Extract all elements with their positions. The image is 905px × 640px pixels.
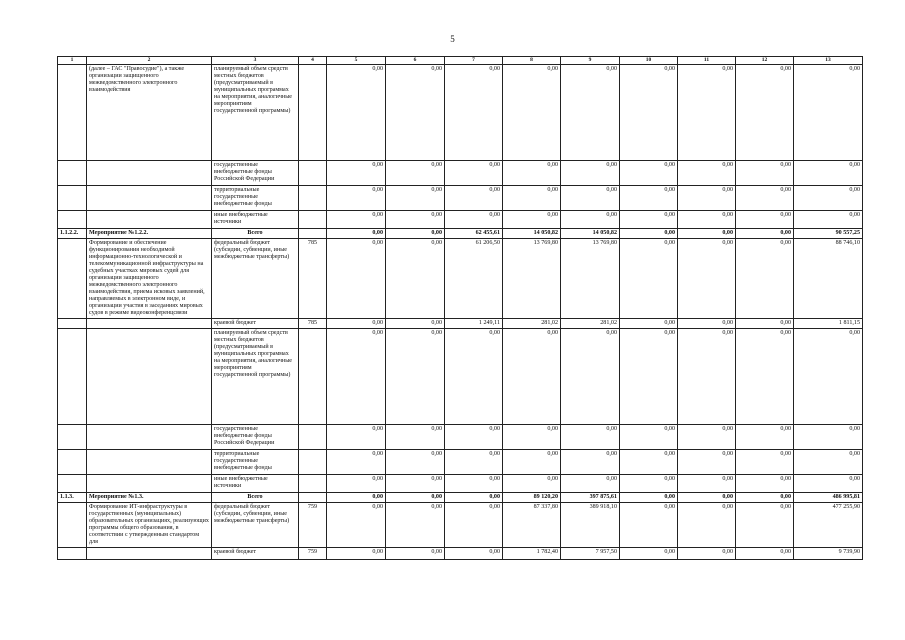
amount-cell: 90 557,25 (794, 229, 863, 239)
amount-cell: 0,00 (327, 319, 386, 329)
amount-cell: 0,00 (620, 425, 678, 450)
agency-code-cell (299, 450, 327, 475)
header-row (58, 57, 863, 65)
amount-cell: 0,00 (736, 229, 794, 239)
item-description-cell: Формирование ИТ-инфраструктуры в государственных (муниципальных) образовательных организациях, реализующих программы общего образования, в соответствии с утвержденным стандартом для (87, 503, 212, 548)
amount-cell: 1 782,40 (503, 548, 561, 560)
amount-cell: 0,00 (620, 211, 678, 229)
amount-cell: 0,00 (794, 329, 863, 425)
amount-cell: 13 769,80 (561, 239, 620, 319)
amount-cell: 1 249,11 (445, 319, 503, 329)
funding-source-cell: государственные внебюджетные фонды Российской Федерации (212, 425, 299, 450)
budget-table (57, 56, 863, 560)
amount-cell: 87 337,80 (503, 503, 561, 548)
amount-cell: 0,00 (327, 493, 386, 503)
column-header: 13 (794, 57, 863, 65)
amount-cell: 0,00 (327, 229, 386, 239)
table-row (58, 239, 863, 319)
amount-cell: 0,00 (678, 503, 736, 548)
amount-cell: 0,00 (620, 329, 678, 425)
amount-cell: 0,00 (386, 329, 445, 425)
item-number-cell (58, 186, 87, 211)
column-header: 7 (445, 57, 503, 65)
amount-cell: 0,00 (503, 65, 561, 161)
amount-cell: 0,00 (736, 493, 794, 503)
amount-cell: 0,00 (386, 425, 445, 450)
agency-code-cell (299, 475, 327, 493)
amount-cell: 0,00 (678, 65, 736, 161)
amount-cell: 0,00 (327, 239, 386, 319)
table-body (58, 65, 863, 560)
item-number-cell (58, 425, 87, 450)
column-header: 6 (386, 57, 445, 65)
item-description-cell: Формирование и обеспечение функционирования необходимой информационно-технологической и телекоммуникационной инфраструктуры на судебных участках мировых судей для организации защищенного межведомственного электронного взаимодействия, приема исковых заявлений, направляемых в электронном виде, и организации участия в заседаниях мировых судов в режиме видеоконференцсвязи (87, 239, 212, 319)
item-number-cell (58, 548, 87, 560)
column-header: 2 (87, 57, 212, 65)
amount-cell: 0,00 (794, 211, 863, 229)
amount-cell: 0,00 (736, 239, 794, 319)
column-header: 9 (561, 57, 620, 65)
total-row (58, 493, 863, 503)
column-header: 4 (299, 57, 327, 65)
item-description-cell (87, 329, 212, 425)
amount-cell: 0,00 (620, 186, 678, 211)
amount-cell: 61 206,50 (445, 239, 503, 319)
amount-cell: 0,00 (736, 161, 794, 186)
item-description-cell: (далее – ГАС "Правосудие"), а также организации защищенного межведомственного электронного взаимодействия (87, 65, 212, 161)
funding-source-cell: краевой бюджет (212, 319, 299, 329)
amount-cell: 0,00 (327, 450, 386, 475)
amount-cell: 0,00 (503, 475, 561, 493)
amount-cell: 0,00 (678, 548, 736, 560)
amount-cell: 0,00 (736, 425, 794, 450)
item-description-cell (87, 186, 212, 211)
item-number-cell (58, 503, 87, 548)
funding-source-cell: федеральный бюджет (субсидии, субвенции, иные межбюджетные трансферты) (212, 239, 299, 319)
amount-cell: 0,00 (327, 211, 386, 229)
agency-code-cell (299, 493, 327, 503)
amount-cell: 0,00 (503, 186, 561, 211)
table-row (58, 319, 863, 329)
funding-source-cell: краевой бюджет (212, 548, 299, 560)
item-number-cell (58, 65, 87, 161)
amount-cell: 281,02 (561, 319, 620, 329)
funding-source-cell: территориальные государственные внебюджетные фонды (212, 186, 299, 211)
amount-cell: 0,00 (620, 229, 678, 239)
amount-cell: 0,00 (678, 161, 736, 186)
amount-cell: 13 769,80 (503, 239, 561, 319)
amount-cell: 0,00 (503, 329, 561, 425)
amount-cell: 0,00 (736, 450, 794, 475)
table-row (58, 548, 863, 560)
amount-cell: 0,00 (327, 503, 386, 548)
table-row (58, 65, 863, 161)
amount-cell: 0,00 (445, 211, 503, 229)
amount-cell: 0,00 (794, 475, 863, 493)
column-header: 1 (58, 57, 87, 65)
amount-cell: 0,00 (561, 161, 620, 186)
amount-cell: 0,00 (386, 186, 445, 211)
funding-source-cell: иные внебюджетные источники (212, 475, 299, 493)
amount-cell: 0,00 (327, 65, 386, 161)
amount-cell: 0,00 (561, 65, 620, 161)
funding-source-cell: планируемый объем средств местных бюджетов (предусматриваемый в муниципальных программах на мероприятия, аналогичные мероприятиям государственной программы) (212, 65, 299, 161)
item-number-cell (58, 319, 87, 329)
agency-code-cell: 785 (299, 239, 327, 319)
table-row (58, 475, 863, 493)
amount-cell: 0,00 (678, 211, 736, 229)
item-number-cell (58, 239, 87, 319)
table-row (58, 161, 863, 186)
item-description-cell (87, 319, 212, 329)
item-description-cell (87, 161, 212, 186)
funding-source-cell: иные внебюджетные источники (212, 211, 299, 229)
agency-code-cell: 759 (299, 548, 327, 560)
agency-code-cell (299, 229, 327, 239)
item-description-cell (87, 211, 212, 229)
amount-cell: 0,00 (678, 493, 736, 503)
amount-cell: 89 120,20 (503, 493, 561, 503)
amount-cell: 0,00 (386, 239, 445, 319)
item-number-cell (58, 329, 87, 425)
amount-cell: 0,00 (445, 65, 503, 161)
amount-cell: 0,00 (794, 186, 863, 211)
page-number: 5 (450, 34, 455, 44)
amount-cell: 0,00 (620, 65, 678, 161)
amount-cell: 0,00 (620, 503, 678, 548)
amount-cell: 0,00 (736, 186, 794, 211)
amount-cell: 0,00 (445, 186, 503, 211)
table-row (58, 450, 863, 475)
item-number-cell (58, 475, 87, 493)
funding-source-cell: государственные внебюджетные фонды Российской Федерации (212, 161, 299, 186)
agency-code-cell (299, 65, 327, 161)
amount-cell: 0,00 (503, 211, 561, 229)
amount-cell: 0,00 (386, 161, 445, 186)
amount-cell: 0,00 (386, 475, 445, 493)
amount-cell: 14 050,82 (503, 229, 561, 239)
column-header: 5 (327, 57, 386, 65)
amount-cell: 0,00 (620, 161, 678, 186)
amount-cell: 0,00 (794, 425, 863, 450)
item-number-cell (58, 211, 87, 229)
table-row (58, 329, 863, 425)
amount-cell: 0,00 (620, 319, 678, 329)
table-row (58, 425, 863, 450)
funding-source-cell: территориальные государственные внебюджетные фонды (212, 450, 299, 475)
amount-cell: 0,00 (561, 211, 620, 229)
column-header: 12 (736, 57, 794, 65)
amount-cell: 0,00 (327, 425, 386, 450)
amount-cell: 0,00 (445, 329, 503, 425)
amount-cell: 0,00 (503, 161, 561, 186)
amount-cell: 0,00 (327, 475, 386, 493)
amount-cell: 0,00 (561, 329, 620, 425)
amount-cell: 0,00 (386, 319, 445, 329)
amount-cell: 0,00 (386, 548, 445, 560)
amount-cell: 0,00 (794, 161, 863, 186)
amount-cell: 0,00 (327, 161, 386, 186)
item-description-cell (87, 425, 212, 450)
amount-cell: 0,00 (620, 475, 678, 493)
agency-code-cell (299, 329, 327, 425)
amount-cell: 0,00 (678, 450, 736, 475)
amount-cell: 0,00 (736, 329, 794, 425)
amount-cell: 0,00 (327, 186, 386, 211)
amount-cell: 0,00 (620, 548, 678, 560)
amount-cell: 281,02 (503, 319, 561, 329)
funding-source-cell: Всего (212, 229, 299, 239)
amount-cell: 0,00 (445, 548, 503, 560)
item-description-cell (87, 475, 212, 493)
item-description-cell (87, 450, 212, 475)
amount-cell: 0,00 (678, 239, 736, 319)
item-number-cell (58, 161, 87, 186)
item-number-cell (58, 450, 87, 475)
amount-cell: 9 739,90 (794, 548, 863, 560)
funding-source-cell: федеральный бюджет (субсидии, субвенции, иные межбюджетные трансферты) (212, 503, 299, 548)
agency-code-cell: 759 (299, 503, 327, 548)
table-row (58, 211, 863, 229)
amount-cell: 0,00 (736, 65, 794, 161)
agency-code-cell: 785 (299, 319, 327, 329)
amount-cell: 0,00 (678, 329, 736, 425)
amount-cell: 0,00 (386, 65, 445, 161)
amount-cell: 0,00 (503, 425, 561, 450)
amount-cell: 0,00 (678, 229, 736, 239)
amount-cell: 0,00 (327, 548, 386, 560)
agency-code-cell (299, 425, 327, 450)
amount-cell: 0,00 (386, 503, 445, 548)
amount-cell: 0,00 (503, 450, 561, 475)
agency-code-cell (299, 186, 327, 211)
amount-cell: 0,00 (445, 161, 503, 186)
amount-cell: 397 875,61 (561, 493, 620, 503)
table-row (58, 186, 863, 211)
item-description-cell: Мероприятие №1.3. (87, 493, 212, 503)
amount-cell: 0,00 (561, 450, 620, 475)
amount-cell: 0,00 (736, 548, 794, 560)
amount-cell: 0,00 (736, 319, 794, 329)
amount-cell: 62 455,61 (445, 229, 503, 239)
amount-cell: 0,00 (445, 425, 503, 450)
item-number-cell: 1.1.2.2. (58, 229, 87, 239)
amount-cell: 0,00 (445, 450, 503, 475)
funding-source-cell: планируемый объем средств местных бюджетов (предусматриваемый в муниципальных программах на мероприятия, аналогичные мероприятиям государственной программы) (212, 329, 299, 425)
funding-source-cell: Всего (212, 493, 299, 503)
amount-cell: 0,00 (794, 65, 863, 161)
column-header: 10 (620, 57, 678, 65)
amount-cell: 0,00 (620, 493, 678, 503)
amount-cell: 0,00 (620, 450, 678, 475)
amount-cell: 7 957,50 (561, 548, 620, 560)
amount-cell: 88 746,10 (794, 239, 863, 319)
amount-cell: 0,00 (386, 211, 445, 229)
amount-cell: 0,00 (678, 475, 736, 493)
amount-cell: 0,00 (386, 229, 445, 239)
column-header: 11 (678, 57, 736, 65)
agency-code-cell (299, 211, 327, 229)
amount-cell: 0,00 (561, 475, 620, 493)
item-description-cell (87, 548, 212, 560)
amount-cell: 0,00 (678, 186, 736, 211)
amount-cell: 0,00 (561, 425, 620, 450)
total-row (58, 229, 863, 239)
column-header: 8 (503, 57, 561, 65)
amount-cell: 1 811,15 (794, 319, 863, 329)
column-header: 3 (212, 57, 299, 65)
amount-cell: 0,00 (736, 211, 794, 229)
amount-cell: 477 255,90 (794, 503, 863, 548)
amount-cell: 0,00 (386, 450, 445, 475)
agency-code-cell (299, 161, 327, 186)
amount-cell: 0,00 (327, 329, 386, 425)
amount-cell: 389 918,10 (561, 503, 620, 548)
amount-cell: 14 050,82 (561, 229, 620, 239)
amount-cell: 0,00 (678, 319, 736, 329)
amount-cell: 0,00 (445, 493, 503, 503)
amount-cell: 0,00 (386, 493, 445, 503)
item-description-cell: Мероприятие №1.2.2. (87, 229, 212, 239)
amount-cell: 0,00 (445, 475, 503, 493)
amount-cell: 0,00 (736, 503, 794, 548)
table-row (58, 503, 863, 548)
amount-cell: 0,00 (678, 425, 736, 450)
amount-cell: 486 995,81 (794, 493, 863, 503)
amount-cell: 0,00 (620, 239, 678, 319)
amount-cell: 0,00 (445, 503, 503, 548)
amount-cell: 0,00 (736, 475, 794, 493)
amount-cell: 0,00 (794, 450, 863, 475)
amount-cell: 0,00 (561, 186, 620, 211)
item-number-cell: 1.1.3. (58, 493, 87, 503)
